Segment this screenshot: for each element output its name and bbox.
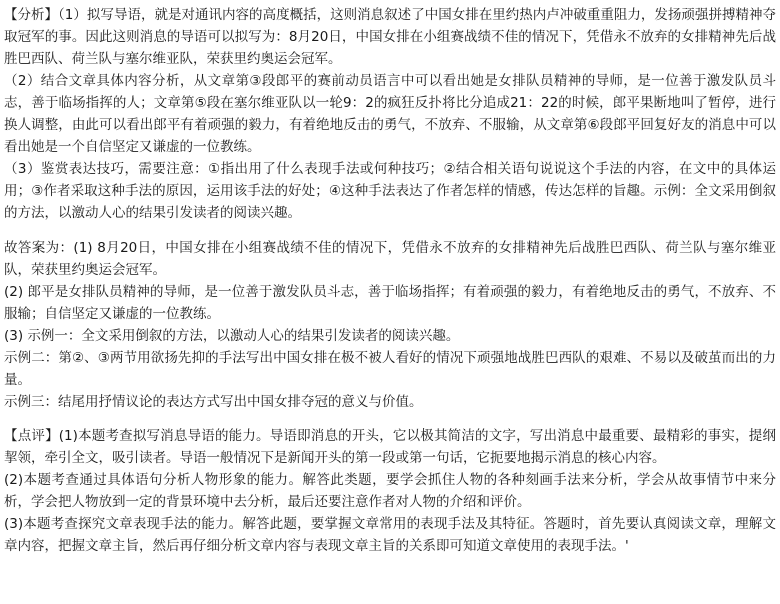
comment-paragraph-1: 【点评】(1)本题考查拟写消息导语的能力。导语即消息的开头，它以极其简洁的文字，写出消息中最重要、最精彩的事实，提纲挈领，牵引全文，吸引读者。导语一般情况下是新闻开头的第一段或第一句话，它扼要地揭示消息的核心内容。 bbox=[4, 428, 776, 466]
answer-paragraph-5: 示例三：结尾用抒情议论的表达方式写出中国女排夺冠的意义与价值。 bbox=[4, 394, 423, 410]
analysis-paragraph-3: （3）鉴赏表达技巧，需要注意：①指出用了什么表现手法或何种技巧；②结合相关语句说说这个手法的内容，在文中的具体运用；③作者采取这种手法的原因，运用该手法的好处；④这种手法表达了作者怎样的情感，传达怎样的旨趣。示例：全文采用倒叙的方法，以激动人心的结果引发读者的阅读兴趣。 bbox=[4, 161, 776, 221]
analysis-paragraph-1: 【分析】（1）拟写导语，就是对通讯内容的高度概括，这则消息叙述了中国女排在里约热内卢冲破重重阻力，发扬顽强拼搏精神夺取冠军的事。因此这则消息的导语可以拟写为：8月20日，中国女排在小组赛战绩不佳的情况下，凭借永不放弃的女排精神先后战胜巴西队、荷兰队与塞尔维亚队，荣获里约奥运会冠军。 bbox=[4, 7, 776, 67]
answer-paragraph-1: 故答案为：(1) 8月20日，中国女排在小组赛战绩不佳的情况下，凭借永不放弃的女排精神先后战胜巴西队、荷兰队与塞尔维亚队，荣获里约奥运会冠军。 bbox=[4, 240, 776, 278]
comment-paragraph-2: (2)本题考查通过具体语句分析人物形象的能力。解答此类题，要学会抓住人物的各种刻画手法来分析，学会从故事情节中来分析，学会把人物放到一定的背景环境中去分析，最后还要注意作者对人物的介绍和评价。 bbox=[4, 472, 776, 510]
section-spacer bbox=[4, 413, 776, 425]
answer-paragraph-2: (2) 郎平是女排队员精神的导师，是一位善于激发队员斗志，善于临场指挥；有着顽强的毅力，有着绝地反击的勇气，不放弃、不服输；自信坚定又谦虚的一位教练。 bbox=[4, 284, 776, 322]
answer-paragraph-3: (3) 示例一：全文采用倒叙的方法，以激动人心的结果引发读者的阅读兴趣。 bbox=[4, 328, 460, 344]
answer-section bbox=[4, 237, 776, 413]
analysis-section bbox=[4, 4, 776, 224]
answer-paragraph-4: 示例二：第②、③两节用欲扬先抑的手法写出中国女排在极不被人看好的情况下顽强地战胜巴西队的艰难、不易以及破茧而出的力量。 bbox=[4, 350, 776, 388]
comment-section bbox=[4, 425, 776, 557]
comment-paragraph-3: (3)本题考查探究文章表现手法的能力。解答此题，要掌握文章常用的表现手法及其特征。答题时，首先要认真阅读文章，理解文章内容，把握文章主旨，然后再仔细分析文章内容与表现文章主旨的关系即可知道文章使用的表现手法。' bbox=[4, 516, 776, 554]
section-spacer bbox=[4, 224, 776, 237]
analysis-paragraph-2: （2）结合文章具体内容分析，从文章第③段郎平的赛前动员语言中可以看出她是女排队员精神的导师，是一位善于激发队员斗志，善于临场指挥的人；文章第⑤段在塞尔维亚队以一轮9：2的疯狂反扑将比分追成21：22的时候，郎平果断地叫了暂停，进行换人调整，由此可以看出郎平有着顽强的毅力，有着绝地反击的勇气，不放弃、不服输，从文章第⑥段郎平回复好友的消息中可以看出她是一个自信坚定又谦虚的一位教练。 bbox=[4, 73, 776, 155]
